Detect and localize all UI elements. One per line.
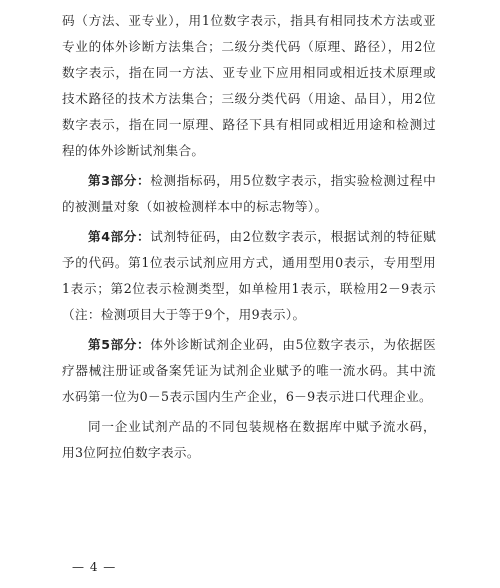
paragraph-text: 码（方法、亚专业），用1位数字表示，指具有相同技术方法或亚专业的体外诊断方法集合；二级分类代码（原理、路径），用2位数字表示，指在同一方法、亚专业下应用相同或相近技术原理或技术路径的技术方法集合；三级分类代码（用途、品目），用2位数字表示，指在同一原理、路径下具有相同或相近用途和检测过程的体外诊断试剂集合。 — [62, 13, 436, 158]
paragraph-part-4 — [62, 224, 436, 328]
part-5-label: 第5部分： — [88, 337, 151, 352]
paragraph-text: 同一企业试剂产品的不同包装规格在数据库中赋予流水码，用3位阿拉伯数字表示。 — [62, 419, 436, 460]
paragraph-text: 检测指标码，用5位数字表示，指实验检测过程中的被测量对象（如被检测样本中的标志物等）。 — [62, 173, 437, 214]
part-4-label: 第4部分： — [88, 229, 151, 244]
paragraph-text: 体外诊断试剂企业码，由5位数字表示，为依据医疗器械注册证或备案凭证为试剂企业赋予的唯一流水码。其中流水码第一位为0－5表示国内生产企业，6－9表示进口代理企业。 — [62, 337, 437, 404]
page-number: — 4 — — [72, 560, 117, 574]
document-body — [62, 8, 436, 470]
part-3-label: 第3部分： — [88, 173, 151, 188]
paragraph-packaging — [62, 414, 436, 466]
paragraph-classification-codes — [62, 8, 436, 164]
paragraph-text: 试剂特征码，由2位数字表示，根据试剂的特征赋予的代码。第1位表示试剂应用方式，通用型用0表示，专用型用1表示；第2位表示检测类型，如单检用1表示，联检用2－9表示（注：检测项目大于等于9个，用9表示）。 — [62, 229, 437, 322]
paragraph-part-5 — [62, 332, 436, 410]
paragraph-part-3 — [62, 168, 436, 220]
